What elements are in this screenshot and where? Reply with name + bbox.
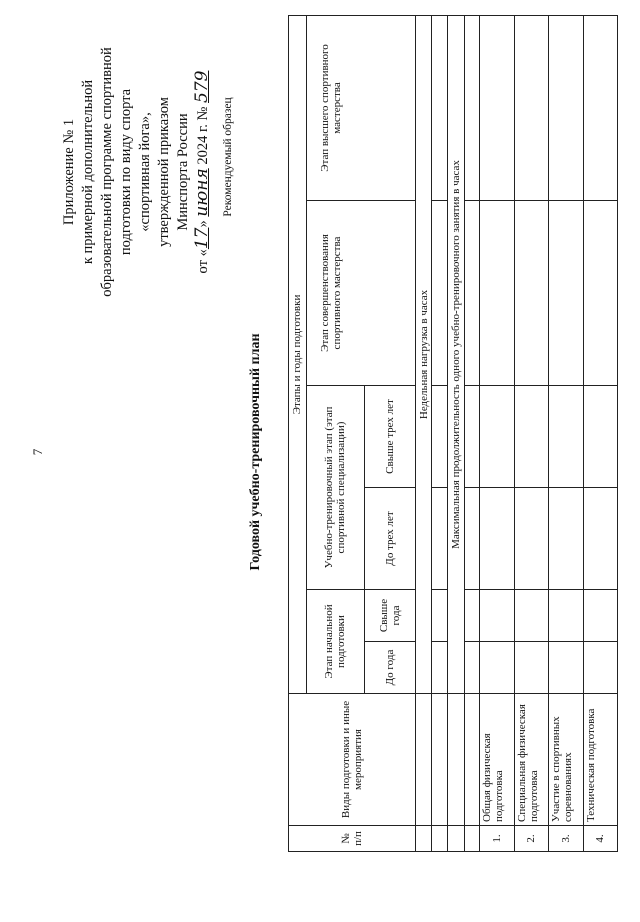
table-cell — [464, 201, 480, 386]
table-cell — [464, 488, 480, 590]
page-number: 7 — [30, 448, 45, 456]
max-duration-label: Максимальная продолжительность одного учебно-тренировочного занятия в часах — [447, 15, 464, 693]
table-row — [514, 15, 548, 851]
table-row — [549, 15, 583, 851]
table-cell — [583, 15, 618, 200]
header-stage-initial: Этап начальной подготовки — [306, 590, 364, 694]
table-cell — [480, 15, 514, 200]
row-name: Техническая подготовка — [583, 694, 618, 826]
table-cell — [514, 15, 548, 200]
table-cell — [480, 201, 514, 386]
table-cell — [549, 488, 583, 590]
table-cell — [549, 15, 583, 200]
table-cell — [514, 590, 548, 642]
order-number: 579 — [192, 70, 212, 103]
table-cell — [583, 642, 618, 694]
appendix-line-1: Приложение № 1 — [61, 118, 77, 226]
table-cell — [432, 642, 448, 694]
date-prefix: от « — [195, 249, 211, 274]
date-mid: » — [195, 216, 211, 228]
table-cell — [464, 590, 480, 642]
table-cell — [415, 694, 432, 826]
order-date-line — [193, 32, 213, 312]
table-cell — [447, 694, 464, 826]
table-cell — [480, 590, 514, 642]
table-cell — [583, 201, 618, 386]
appendix-header — [60, 32, 213, 312]
header-stage-training: Учебно-тренировочный этап (этап спортивной специализации) — [306, 386, 364, 590]
table-row — [583, 15, 618, 851]
table-cell — [447, 826, 464, 852]
order-month: июня — [192, 168, 212, 217]
appendix-line-6: утвержденной приказом — [156, 97, 172, 247]
appendix-line-2: к примерной дополнительной — [80, 79, 96, 265]
row-name: Общая физическая подготовка — [480, 694, 514, 826]
row-num: 4. — [583, 826, 618, 852]
row-name: Специальная физическая подготовка — [514, 694, 548, 826]
table-cell — [415, 826, 432, 852]
appendix-line-5: «спортивная йога», — [137, 112, 153, 232]
header-num: № п/п — [289, 826, 416, 852]
row-num: 1. — [480, 826, 514, 852]
subheader-up-to-three: До трех лет — [364, 488, 415, 590]
table-cell — [464, 15, 480, 200]
recommended-sample-label: Рекомендуемый образец — [222, 97, 234, 217]
subheader-over-year: Свыше года — [364, 590, 415, 642]
table-cell — [432, 201, 448, 386]
header-stages: Этапы и годы подготовки — [289, 15, 307, 693]
appendix-line-7: Минспорта России — [175, 113, 191, 231]
appendix-line-4: подготовки по виду спорта — [118, 88, 134, 256]
header-stage-improvement: Этап совершенствования спортивного мастерства — [306, 201, 415, 386]
table-cell — [549, 642, 583, 694]
table-cell — [549, 590, 583, 642]
weekly-load-label: Недельная нагрузка в часах — [415, 15, 432, 693]
table-cell — [464, 386, 480, 488]
table-cell — [432, 386, 448, 488]
table-cell — [464, 694, 480, 826]
table-cell — [480, 386, 514, 488]
subheader-up-to-year: До года — [364, 642, 415, 694]
table-cell — [480, 642, 514, 694]
table-cell — [514, 488, 548, 590]
row-num: 2. — [514, 826, 548, 852]
table-cell — [514, 386, 548, 488]
training-plan-table — [288, 15, 618, 852]
table-cell — [514, 642, 548, 694]
subheader-over-three: Свыше трех лет — [364, 386, 415, 488]
table-row — [480, 15, 514, 851]
table-cell — [464, 642, 480, 694]
table-cell — [432, 488, 448, 590]
table-cell — [583, 386, 618, 488]
table-cell — [583, 590, 618, 642]
row-num: 3. — [549, 826, 583, 852]
order-day: 17 — [192, 227, 212, 250]
header-stage-higher: Этап высшего спортивного мастерства — [306, 15, 415, 200]
year-part: 2024 г. № — [195, 103, 211, 169]
table-cell — [549, 201, 583, 386]
table-cell — [480, 488, 514, 590]
appendix-line-3: образовательной программе спортивной — [99, 47, 115, 297]
table-cell — [432, 590, 448, 642]
table-cell — [514, 201, 548, 386]
row-name: Участие в спортивных соревнованиях — [549, 694, 583, 826]
page-title: Годовой учебно-тренировочный план — [248, 333, 263, 571]
table-cell — [432, 826, 448, 852]
header-types: Виды подготовки и иные мероприятия — [289, 694, 416, 826]
table-cell — [583, 488, 618, 590]
table-cell — [432, 694, 448, 826]
table-cell — [549, 386, 583, 488]
table-cell — [432, 15, 448, 200]
table-cell — [464, 826, 480, 852]
